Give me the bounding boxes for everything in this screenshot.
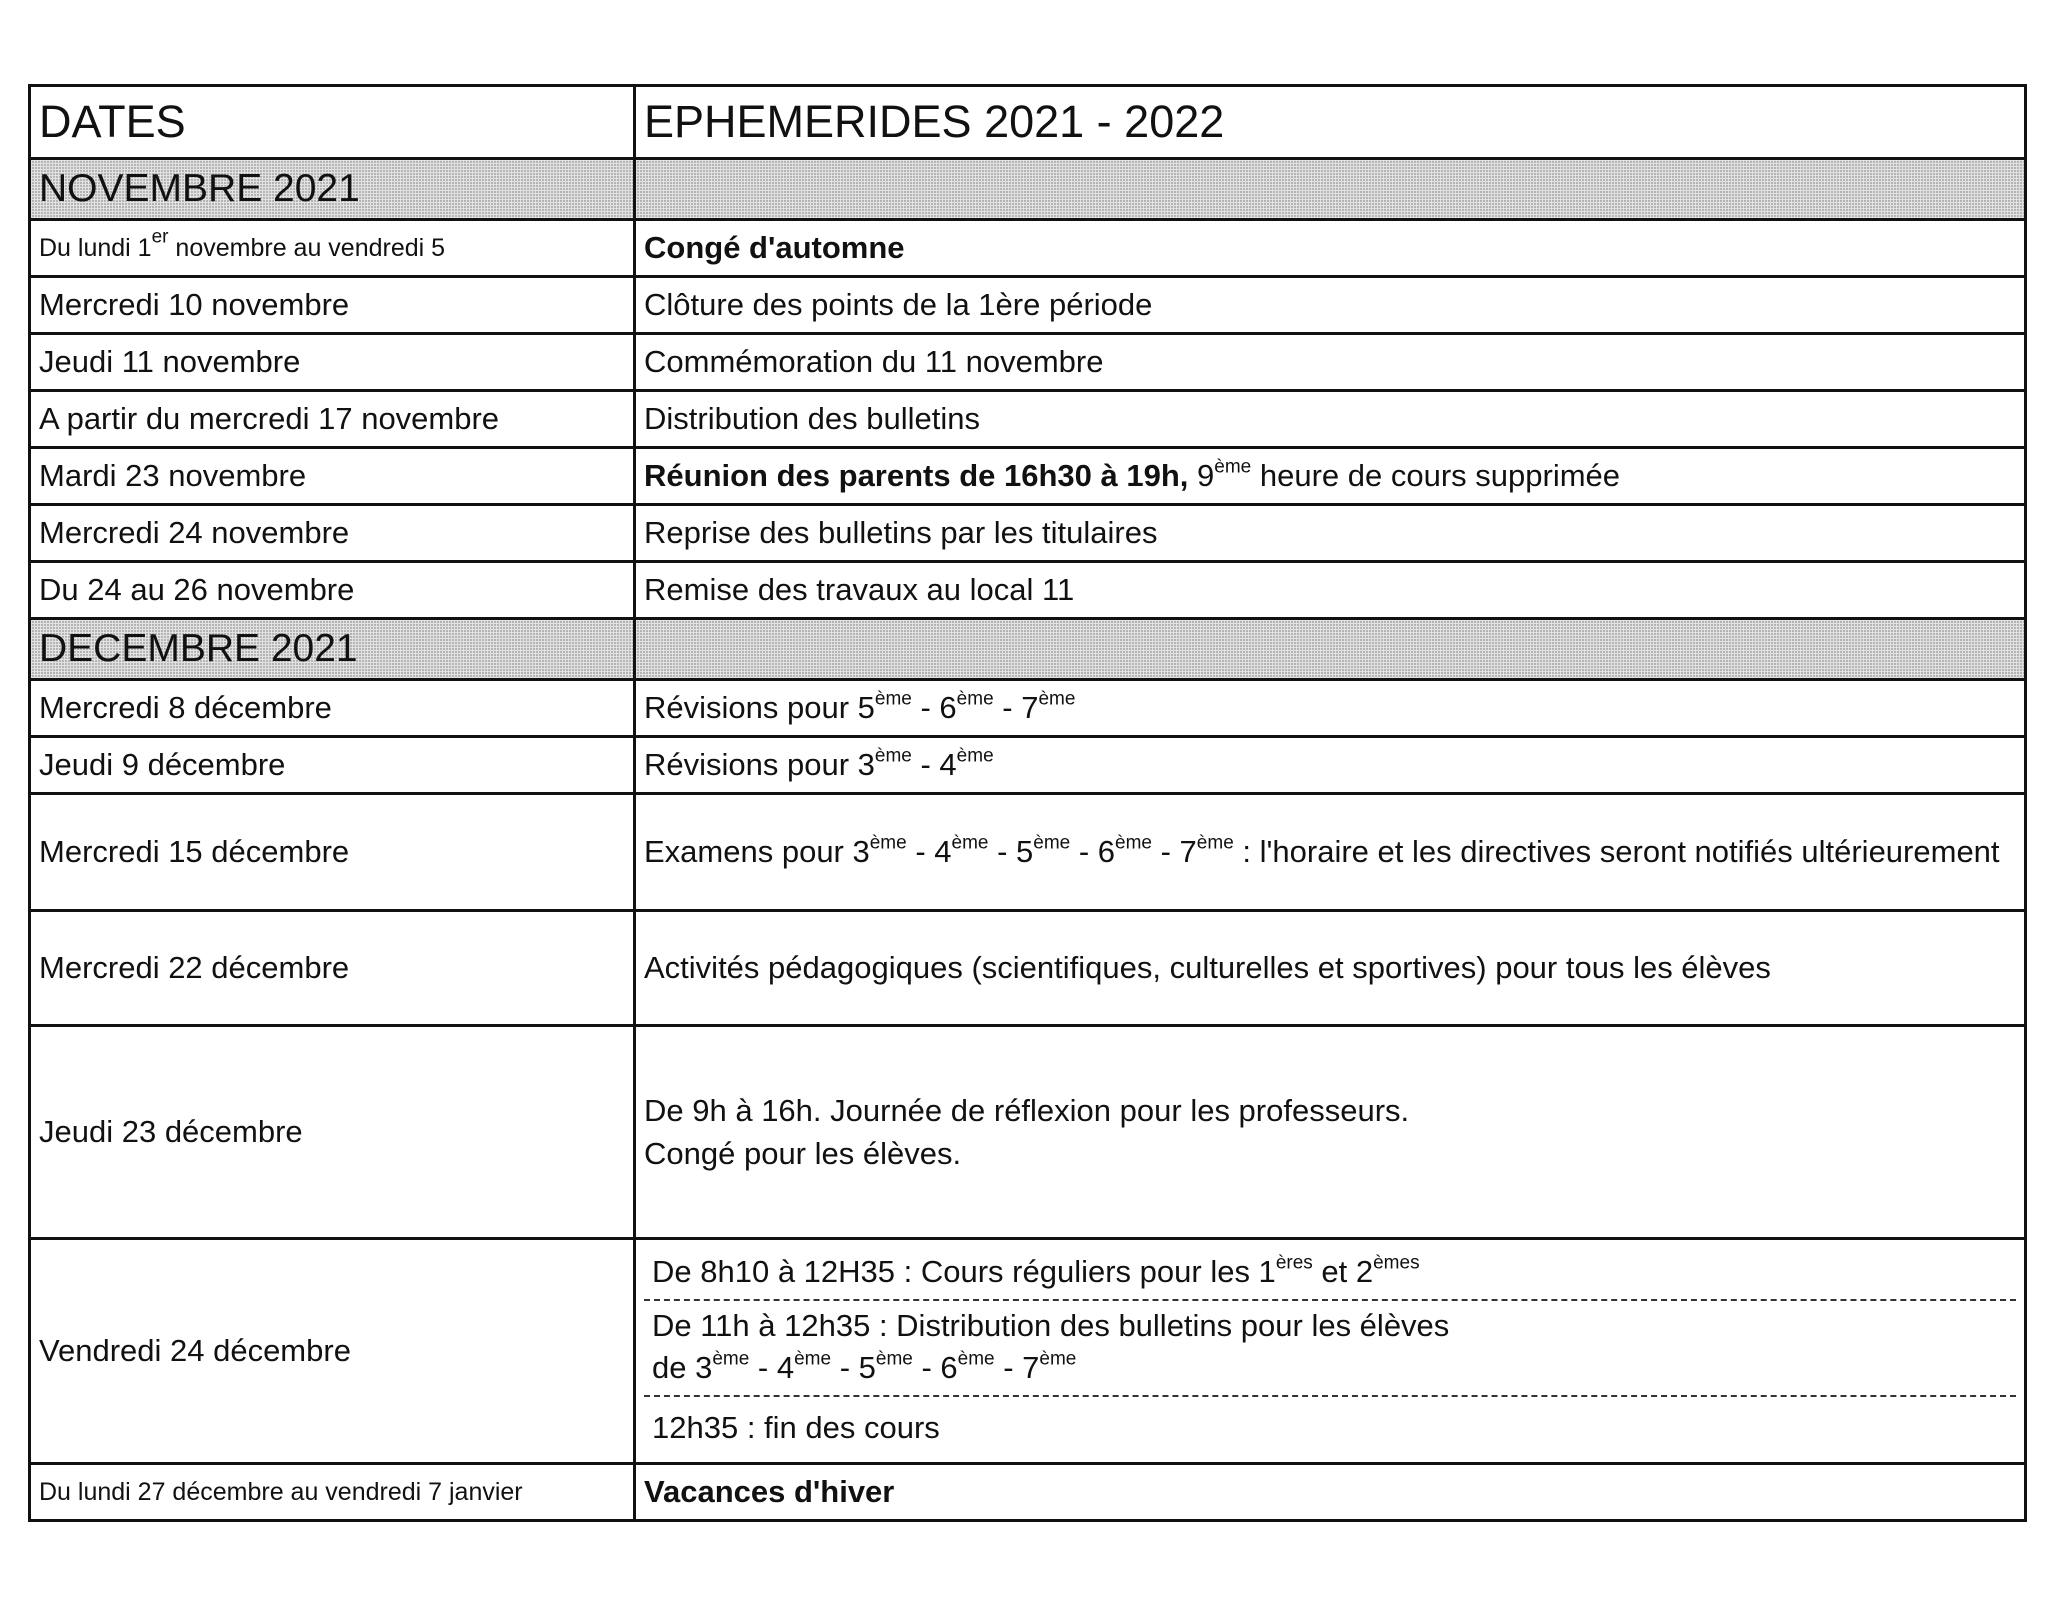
event-cell: Clôture des points de la 1ère période bbox=[635, 277, 2026, 334]
event-part-end: 12h35 : fin des cours bbox=[652, 1409, 940, 1445]
date-cell: Jeudi 23 décembre bbox=[30, 1026, 635, 1239]
month-row-november bbox=[30, 159, 2026, 220]
table-row bbox=[30, 794, 2026, 911]
event-cell: Commémoration du 11 novembre bbox=[635, 334, 2026, 391]
ephemerides-table bbox=[28, 84, 2027, 1522]
month-label-november: NOVEMBRE 2021 bbox=[30, 159, 635, 220]
event-cell: Activités pédagogiques (scientifiques, culturelles et sportives) pour tous les élèves bbox=[635, 911, 2026, 1026]
header-row bbox=[30, 86, 2026, 159]
table-title: EPHEMERIDES 2021 - 2022 bbox=[635, 86, 2026, 159]
month-row-empty-cell bbox=[635, 619, 2026, 680]
table-row bbox=[30, 505, 2026, 562]
table-row bbox=[30, 737, 2026, 794]
date-cell: Mercredi 22 décembre bbox=[30, 911, 635, 1026]
table-row bbox=[30, 562, 2026, 619]
table-row bbox=[30, 220, 2026, 277]
date-cell: Mercredi 8 décembre bbox=[30, 680, 635, 737]
date-cell: Mercredi 15 décembre bbox=[30, 794, 635, 911]
date-cell: Du lundi 1er novembre au vendredi 5 bbox=[30, 220, 635, 277]
event-cell: Reprise des bulletins par les titulaires bbox=[635, 505, 2026, 562]
event-cell: Révisions pour 5ème - 6ème - 7ème bbox=[635, 680, 2026, 737]
table-row bbox=[30, 1026, 2026, 1239]
date-cell: Mardi 23 novembre bbox=[30, 448, 635, 505]
table-row bbox=[30, 680, 2026, 737]
date-cell: Mercredi 10 novembre bbox=[30, 277, 635, 334]
dates-header: DATES bbox=[30, 86, 635, 159]
table-row bbox=[30, 391, 2026, 448]
table-row bbox=[30, 1464, 2026, 1521]
event-cell bbox=[635, 1239, 2026, 1464]
event-line: De 9h à 16h. Journée de réflexion pour les professeurs. bbox=[644, 1092, 1410, 1128]
table-row bbox=[30, 277, 2026, 334]
table-row bbox=[30, 448, 2026, 505]
date-cell: Vendredi 24 décembre bbox=[30, 1239, 635, 1464]
event-cell: Distribution des bulletins bbox=[635, 391, 2026, 448]
date-cell: Mercredi 24 novembre bbox=[30, 505, 635, 562]
date-cell: Du lundi 27 décembre au vendredi 7 janvier bbox=[30, 1464, 635, 1521]
month-label-december: DECEMBRE 2021 bbox=[30, 619, 635, 680]
event-cell: Vacances d'hiver bbox=[635, 1464, 2026, 1521]
date-cell: Jeudi 11 novembre bbox=[30, 334, 635, 391]
event-part-courses: De 8h10 à 12H35 : Cours réguliers pour les 1ères et 2èmes bbox=[644, 1247, 2016, 1301]
event-cell: Congé d'automne bbox=[635, 220, 2026, 277]
month-row-empty-cell bbox=[635, 159, 2026, 220]
event-cell bbox=[635, 1026, 2026, 1239]
table-row bbox=[30, 911, 2026, 1026]
event-cell: Examens pour 3ème - 4ème - 5ème - 6ème - 7ème : l'horaire et les directives seront notifiés ultérieurement bbox=[635, 794, 2026, 911]
event-cell: Révisions pour 3ème - 4ème bbox=[635, 737, 2026, 794]
date-cell: A partir du mercredi 17 novembre bbox=[30, 391, 635, 448]
event-part-bulletins: De 11h à 12h35 : Distribution des bulletins pour les élèves de 3ème - 4ème - 5ème - 6ème - 7ème bbox=[644, 1301, 2016, 1397]
event-line: Congé pour les élèves. bbox=[644, 1136, 962, 1171]
event-cell: Remise des travaux au local 11 bbox=[635, 562, 2026, 619]
date-cell: Du 24 au 26 novembre bbox=[30, 562, 635, 619]
table-row bbox=[30, 1239, 2026, 1464]
event-cell: Réunion des parents de 16h30 à 19h, 9ème heure de cours supprimée bbox=[635, 448, 2026, 505]
table-row bbox=[30, 334, 2026, 391]
month-row-december bbox=[30, 619, 2026, 680]
date-cell: Jeudi 9 décembre bbox=[30, 737, 635, 794]
